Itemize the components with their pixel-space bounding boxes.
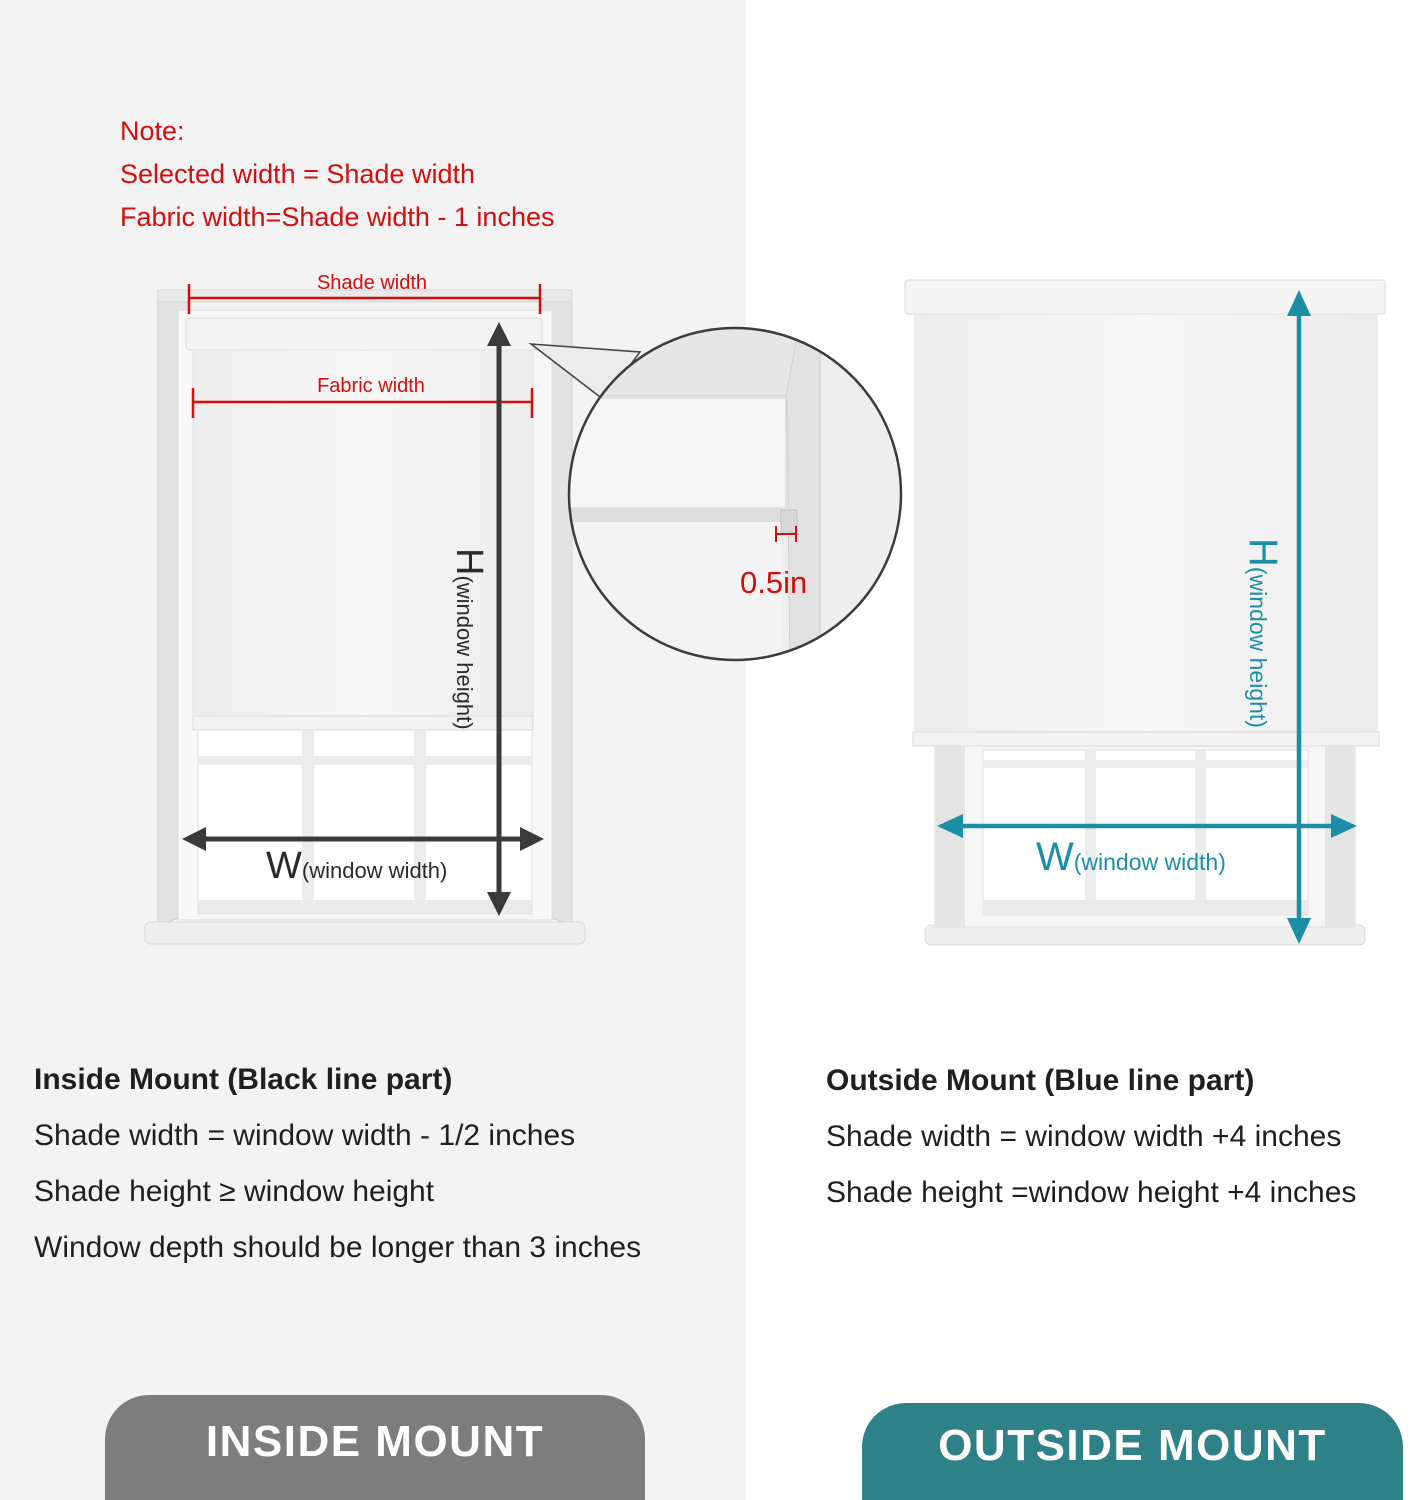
- outside-mount-instructions: [826, 1053, 1356, 1221]
- magnifier-callout: [531, 320, 910, 672]
- outside-height-letter: H: [1241, 538, 1285, 567]
- inside-width-rule: Shade width = window width - 1/2 inches: [34, 1119, 576, 1152]
- outside-width-rule: Shade width = window width +4 inches: [826, 1120, 1342, 1153]
- outside-width-letter: W: [1036, 835, 1074, 879]
- note-title: Note:: [120, 116, 185, 146]
- outside-height-rule: Shade height =window height +4 inches: [826, 1176, 1357, 1209]
- outside-mount-heading: Outside Mount (Blue line part): [826, 1064, 1255, 1097]
- inside-height-sub: (window height): [452, 575, 477, 730]
- outside-height-sub: (window height): [1245, 566, 1271, 728]
- inside-height-rule: Shade height ≥ window height: [34, 1175, 435, 1208]
- gap-label: 0.5in: [740, 565, 808, 600]
- inside-mount-tab: INSIDE MOUNT: [105, 1395, 645, 1500]
- inside-depth-rule: Window depth should be longer than 3 inches: [34, 1231, 642, 1264]
- note-line-2: Fabric width=Shade width - 1 inches: [120, 202, 555, 232]
- inside-width-sub: (window width): [301, 858, 448, 883]
- fabric-width-label: Fabric width: [317, 375, 425, 397]
- note-block: [120, 110, 554, 239]
- outside-width-sub: (window width): [1073, 849, 1226, 875]
- shade-width-label: Shade width: [316, 272, 428, 294]
- note-line-1: Selected width = Shade width: [120, 159, 475, 189]
- inside-height-letter: H: [448, 548, 490, 576]
- inside-mount-heading: Inside Mount (Black line part): [34, 1063, 453, 1096]
- outside-mount-tab: OUTSIDE MOUNT: [862, 1403, 1403, 1500]
- inside-mount-instructions: [34, 1052, 641, 1276]
- inside-width-letter: W: [266, 845, 302, 887]
- outside-window-illustration: [905, 280, 1385, 945]
